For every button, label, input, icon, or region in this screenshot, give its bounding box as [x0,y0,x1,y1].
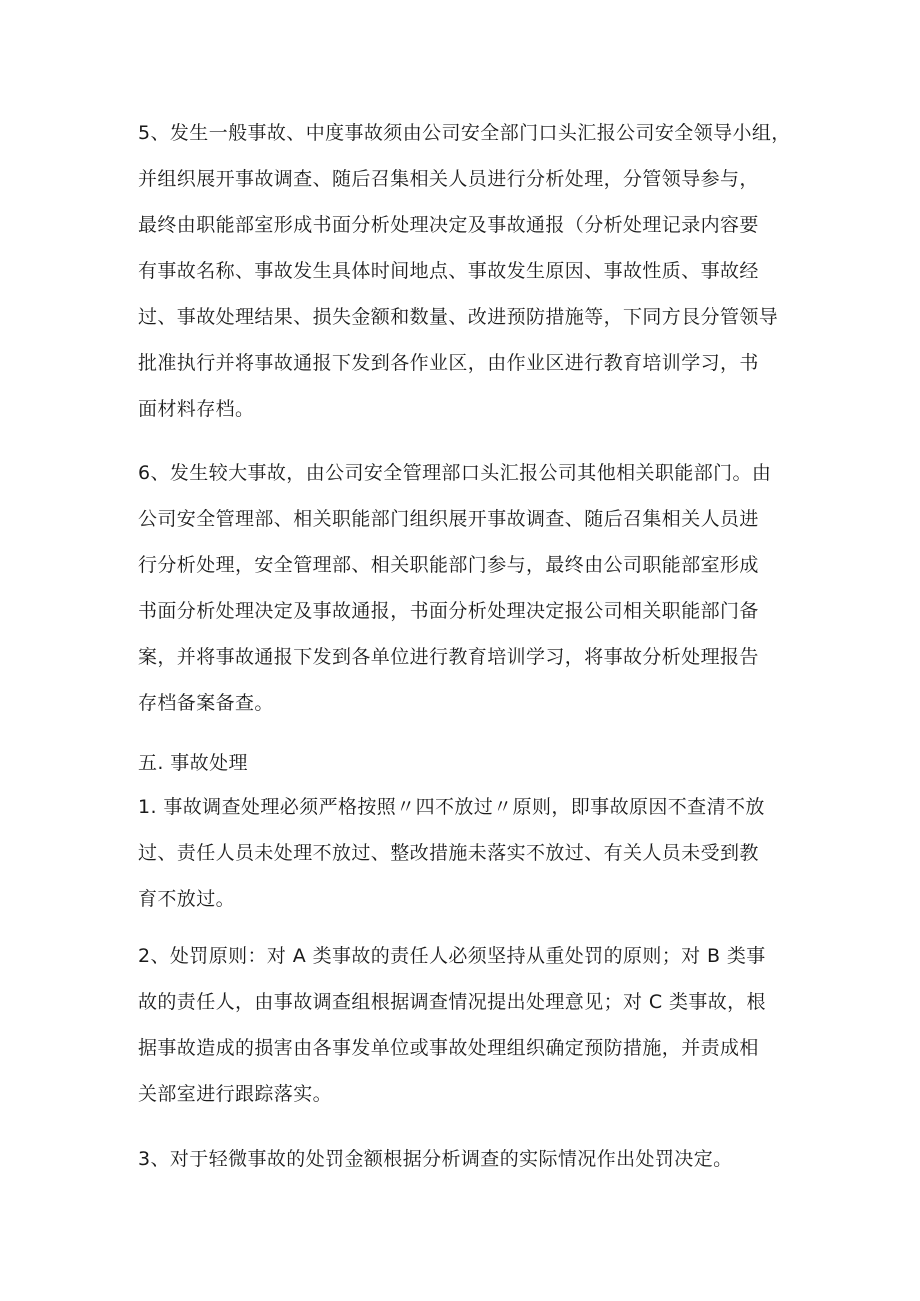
paragraph-line: 公司安全管理部、相关职能部门组织展开事故调查、随后召集相关人员进 [138,508,759,530]
paragraph-line: 2、处罚原则：对 A 类事故的责任人必须坚持从重处罚的原则；对 B 类事 [138,945,766,967]
section-heading [138,740,788,786]
paragraph-line: 据事故造成的损害由各事发单位或事故处理组织确定预防措施，并责成相 [138,1037,759,1059]
paragraph-line: 最终由职能部室形成书面分析处理决定及事故通报（分析处理记录内容要 [138,214,759,236]
paragraph-line: 存档备案备查。 [138,692,274,714]
paragraph-line: 书面分析处理决定及事故通报，书面分析处理决定报公司相关职能部门备 [138,600,759,622]
paragraph-rule-3 [138,1136,788,1182]
paragraph-line: 有事故名称、事故发生具体时间地点、事故发生原因、事故性质、事故经 [138,260,759,282]
paragraph-line: 过、事故处理结果、损失金额和数量、改进预防措施等，下同方艮分管领导 [138,306,779,328]
section-heading-text: 五. 事故处理 [138,752,248,774]
paragraph-line: 关部室进行跟踪落实。 [138,1083,333,1105]
paragraph-line: 3、对于轻微事故的处罚金额根据分析调查的实际情况作出处罚决定。 [138,1148,733,1170]
paragraph-line: 故的责任人，由事故调查组根据调查情况提出处理意见；对 C 类事故，根 [138,991,766,1013]
paragraph-line: 1. 事故调查处理必须严格按照〃四不放过〃原则，即事故原因不查清不放 [138,796,765,818]
paragraph-line: 并组织展开事故调查、随后召集相关人员进行分析处理，分管领导参与， [138,168,759,190]
paragraph-line: 批准执行并将事故通报下发到各作业区，由作业区进行教育培训学习，书 [138,352,759,374]
paragraph-item-5 [138,110,791,432]
paragraph-line: 案，并将事故通报下发到各单位进行教育培训学习，将事故分析处理报告 [138,646,759,668]
paragraph-rule-2 [138,933,788,1117]
paragraph-line: 面材料存档。 [138,398,255,420]
paragraph-line: 6、发生较大事故，由公司安全管理部口头汇报公司其他相关职能部门。由 [138,462,772,484]
paragraph-line: 5、发生一般事故、中度事故须由公司安全部门口头汇报公司安全领导小组， [138,122,791,144]
paragraph-line: 育不放过。 [138,888,236,910]
paragraph-line: 过、责任人员未处理不放过、整改措施未落实不放过、有关人员未受到教 [138,842,759,864]
paragraph-item-6 [138,450,788,726]
paragraph-line: 行分析处理，安全管理部、相关职能部门参与，最终由公司职能部室形成 [138,554,759,576]
paragraph-rule-1 [138,784,788,922]
